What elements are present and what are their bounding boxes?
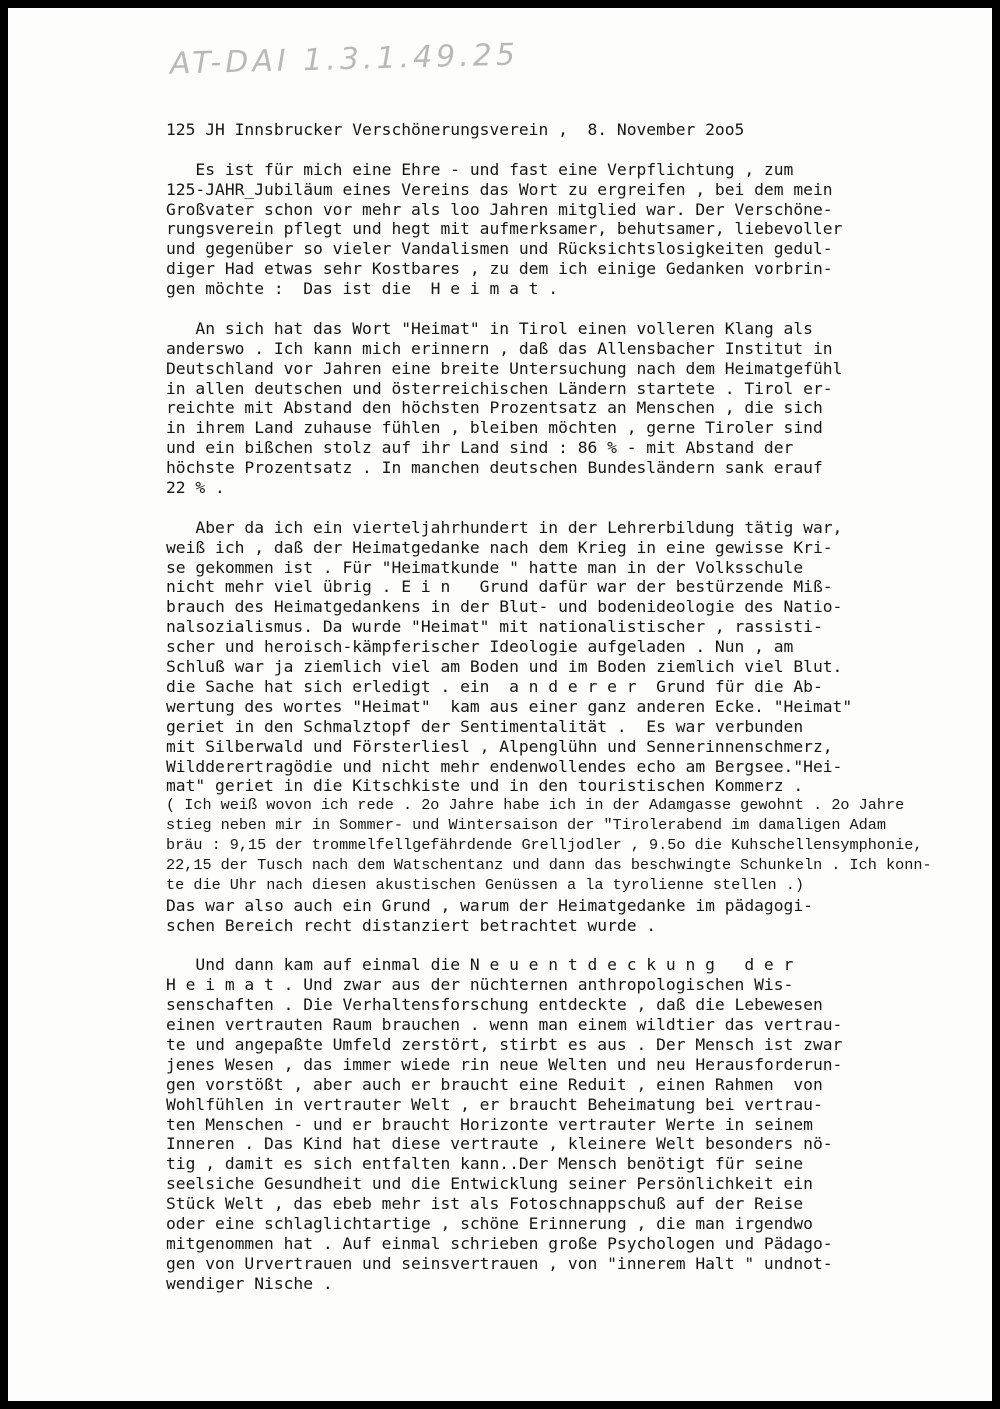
text-line: bräu : 9,15 der trommelfellgefährdende Grelljodler , 9.5o die Kuhschellensymphonie, — [166, 836, 923, 855]
text-line: in ihrem Land zuhause fühlen , bleiben möchten , gerne Tiroler sind — [166, 418, 823, 438]
text-line: die Sache hat sich erledigt . ein a n d e r e r Grund für die Ab- — [166, 676, 823, 696]
paragraph-2 — [166, 319, 986, 498]
text-line: te die Uhr nach diesen akustischen Genüssen a la tyrolienne stellen .) — [166, 875, 804, 894]
archive-signature-mark: AT-DAI 1.3.1.49.25 — [169, 37, 520, 82]
text-line: se gekommen ist . Für "Heimatkunde " hatte man in der Volksschule — [166, 557, 804, 577]
text-line: weiß ich , daß der Heimatgedanke nach dem Krieg in eine gewisse Kri- — [166, 537, 833, 557]
text-line: einen vertrauten Raum brauchen . wenn man einem wildtier das vertrau- — [166, 1015, 843, 1035]
text-line: nalsozialismus. Da wurde "Heimat" mit nationalistischer , rassisti- — [166, 617, 823, 637]
document-page — [8, 8, 992, 1401]
text-line: mat" geriet in die Kitschkiste und in den touristischen Kommerz . — [166, 776, 804, 796]
text-line: in allen deutschen und österreichischen Ländern startete . Tirol er- — [166, 378, 833, 398]
parenthetical-note — [166, 796, 986, 895]
text-line: Aber da ich ein vierteljahrhundert in der Lehrerbildung tätig war, — [166, 517, 843, 537]
paragraph-1 — [166, 160, 986, 299]
text-line: reichte mit Abstand den höchsten Prozentsatz an Menschen , die sich — [166, 398, 823, 418]
text-line: oder eine schlaglichtartige , schöne Erinnerung , die man irgendwo — [166, 1213, 813, 1233]
text-line: te und angepaßte Umfeld zerstört, stirbt es aus . Der Mensch ist zwar — [166, 1034, 843, 1054]
paragraph-3 — [166, 518, 986, 796]
paragraph-5 — [166, 955, 986, 1293]
paragraph-gap — [166, 498, 986, 518]
text-line: An sich hat das Wort "Heimat" in Tirol einen volleren Klang als — [166, 318, 813, 338]
text-line: gen möchte : Das ist die H e i m a t . — [166, 279, 559, 299]
text-line: höchste Prozentsatz . In manchen deutschen Bundesländern sank erauf — [166, 458, 823, 478]
text-line: gen von Urvertrauen und seinsvertrauen , von "innerem Halt " undnot- — [166, 1253, 833, 1273]
text-line: 22 % . — [166, 478, 225, 498]
text-line: Wildderertragödie und nicht mehr endenwollendes echo am Bergsee."Hei- — [166, 756, 843, 776]
text-line: Deutschland vor Jahren eine breite Untersuchung nach dem Heimatgefühl — [166, 358, 843, 378]
text-line: anderswo . Ich kann mich erinnern , daß das Allensbacher Institut in — [166, 338, 833, 358]
text-line: ( Ich weiß wovon ich rede . 2o Jahre habe ich in der Adamgasse gewohnt . 2o Jahre — [166, 796, 905, 815]
text-line: Großvater schon vor mehr als loo Jahren mitglied war. Der Verschöne- — [166, 199, 833, 219]
text-line: Wohlfühlen in vertrauter Welt , er braucht Beheimatung bei vertrau- — [166, 1094, 823, 1114]
text-line: jenes Wesen , das immer wiede rin neue Welten und neu Herausforderun- — [166, 1054, 843, 1074]
text-line: gen vorstößt , aber auch er braucht eine Reduit , einen Rahmen von — [166, 1074, 823, 1094]
text-line: wertung des wortes "Heimat" kam aus einer ganz anderen Ecke. "Heimat" — [166, 696, 853, 716]
text-line: Und dann kam auf einmal die N e u e n t d e c k u n g d e r — [166, 955, 794, 975]
text-line: brauch des Heimatgedankens in der Blut- und bodenideologie des Natio- — [166, 597, 843, 617]
text-line: mitgenommen hat . Auf einmal schrieben große Psychologen und Pädago- — [166, 1233, 833, 1253]
text-line: Es ist für mich eine Ehre - und fast eine Verpflichtung , zum — [166, 159, 794, 179]
text-line: scher und heroisch-kämpferischer Ideologie aufgeladen . Nun , am — [166, 637, 794, 657]
paragraph-4 — [166, 896, 986, 936]
document-heading: 125 JH Innsbrucker Verschönerungsverein , 8. November 2oo5 — [166, 120, 745, 139]
text-line: Das war also auch ein Grund , warum der Heimatgedanke im pädagogi- — [166, 895, 813, 915]
text-line: seelsiche Gesundheit und die Entwicklung seiner Persönlichkeit ein — [166, 1174, 813, 1194]
paragraph-gap — [166, 140, 986, 160]
paragraph-gap — [166, 936, 986, 956]
text-line: und gegenüber so vieler Vandalismen und Rücksichtslosigkeiten gedul- — [166, 239, 833, 259]
text-line: 22,15 der Tusch nach dem Watschentanz und dann das beschwingte Schunkeln . Ich konn- — [166, 855, 932, 874]
text-line: H e i m a t . Und zwar aus der nüchternen anthropologischen Wis- — [166, 975, 794, 995]
text-line: rungsverein pflegt und hegt mit aufmerksamer, behutsamer, liebevoller — [166, 219, 843, 239]
text-line: senschaften . Die Verhaltensforschung entdeckte , daß die Lebewesen — [166, 995, 823, 1015]
document-body — [166, 120, 986, 1294]
text-line: stieg neben mir in Sommer- und Wintersaison der "Tirolerabend im damaligen Adam — [166, 816, 887, 835]
text-line: mit Silberwald und Försterliesl , Alpenglühn und Sennerinnenschmerz, — [166, 736, 833, 756]
text-line: und ein bißchen stolz auf ihr Land sind : 86 % - mit Abstand der — [166, 438, 794, 458]
text-line: ten Menschen - und er braucht Horizonte vertrauter Werte in seinem — [166, 1114, 813, 1134]
text-line: schen Bereich recht distanziert betrachtet wurde . — [166, 915, 657, 935]
text-line: Schluß war ja ziemlich viel am Boden und im Boden ziemlich viel Blut. — [166, 657, 843, 677]
text-line: Inneren . Das Kind hat diese vertraute , kleinere Welt besonders nö- — [166, 1134, 833, 1154]
text-line: diger Had etwas sehr Kostbares , zu dem ich einige Gedanken vorbrin- — [166, 259, 833, 279]
text-line: nicht mehr viel übrig . E i n Grund dafür war der bestürzende Miß- — [166, 577, 833, 597]
text-line: geriet in den Schmalztopf der Sentimentalität . Es war verbunden — [166, 716, 804, 736]
text-line: tig , damit es sich entfalten kann..Der Mensch benötigt für seine — [166, 1154, 804, 1174]
text-line: 125-JAHR_Jubiläum eines Vereins das Wort zu ergreifen , bei dem mein — [166, 179, 833, 199]
text-line: Stück Welt , das ebeb mehr ist als Fotoschnappschuß auf der Reise — [166, 1194, 804, 1214]
paragraph-gap — [166, 299, 986, 319]
text-line: wendiger Nische . — [166, 1273, 333, 1293]
